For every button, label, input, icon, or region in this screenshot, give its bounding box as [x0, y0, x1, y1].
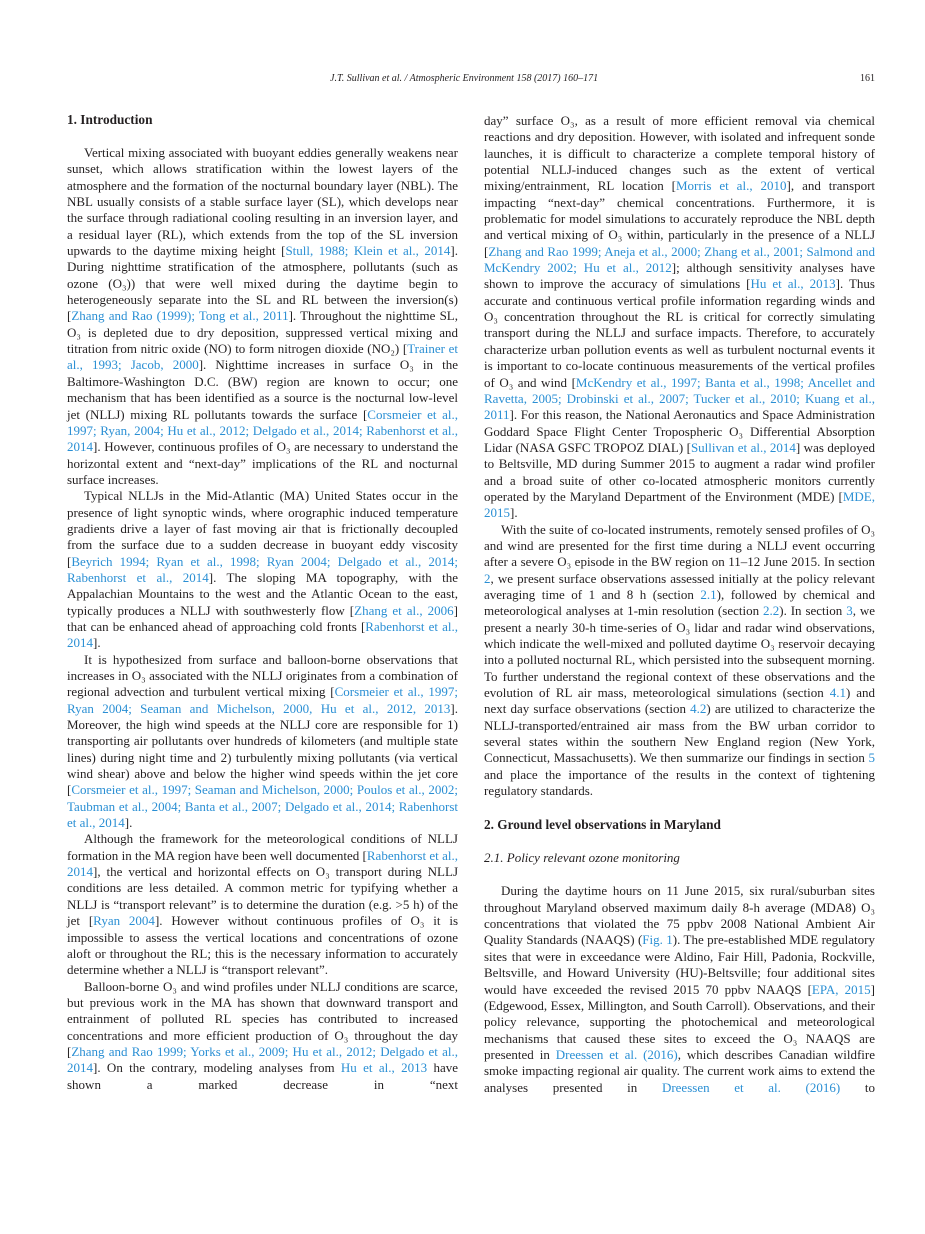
- citation-link[interactable]: Beyrich 1994; Ryan et al., 1998; Ryan 2004; Delgado et al., 2014; Rabenhorst et al., 2014: [67, 553, 458, 585]
- paragraph: Typical NLLJs in the Mid-Atlantic (MA) United States occur in the presence of light synoptic winds, where orographic induced temperature gradients drive a layer of fast moving air that is frictionally decoupled from the surface due to a sudden decrease in buoyant eddy viscosity [Beyrich 1994; Ryan et al., 1998; Ryan 2004; Delgado et al., 2014; Rabenhorst et al., 2014]. The sloping MA topography, with the Appalachian Mountains to the west and the Atlantic Ocean to the east, typically produces a NLLJ with southwesterly flow [Zhang et al., 2006] that can be enhanced ahead of approaching cold fronts [Rabenhorst et al., 2014].: [67, 488, 458, 651]
- citation-link[interactable]: Zhang and Rao (1999); Tong et al., 2011: [71, 308, 289, 324]
- citation-link[interactable]: Sullivan et al., 2014: [690, 439, 796, 455]
- citation-link[interactable]: McKendry et al., 1997; Banta et al., 1998; Ancellet and Ravetta, 2005; Drobinski et al., 2007; Tucker et al., 2010; Kuang et al., 2011: [484, 374, 875, 423]
- citation-link[interactable]: Rabenhorst et al., 2014: [67, 847, 458, 880]
- citation-link[interactable]: Dreessen et al. (2016): [555, 1046, 678, 1062]
- citation-link[interactable]: 4.2: [690, 701, 707, 717]
- subsection-heading: 2.1. Policy relevant ozone monitoring: [484, 850, 680, 866]
- citation-link[interactable]: Corsmeier et al., 1997; Ryan 2004; Seaman and Michelson, 2000, Hu et al., 2012, 2013: [67, 684, 458, 716]
- citation-link[interactable]: Rabenhorst et al., 2014: [67, 618, 458, 651]
- citation-link[interactable]: Ryan 2004: [93, 913, 155, 929]
- citation-link[interactable]: Zhang and Rao 1999; Aneja et al., 2000; Zhang et al., 2001; Salmond and McKendry 2002; Hu et al., 2012: [484, 243, 875, 276]
- citation-link[interactable]: Hu et al., 2013: [750, 276, 836, 292]
- citation-link[interactable]: 5: [868, 750, 875, 766]
- page-number: 161: [860, 73, 875, 84]
- paragraph: During the daytime hours on 11 June 2015, six rural/suburban sites throughout Maryland observed maximum daily 8-h average (MDA8) O₃ concentrations that violated the 75 ppbv 2008 National Ambient Air Quality Standards (NAAQS) (Fig. 1). The pre-established MDE regulatory sites that were in exceedance were Aldino, Fair Hill, Padonia, Rockville, Beltsville, and Howard University (HU)-Beltsville; four additional sites would have exceeded the revised 2015 70 ppbv NAAQS [EPA, 2015] (Edgewood, Essex, Millington, and South Carroll). Observations, and their policy relevance, supporting the photochemical and meteorological mechanisms that caused these sites to exceed the O₃ NAAQS are presented in Dreessen et al. (2016), which describes Canadian wildfire smoke impacting regional air quality. The current work aims to extend the analyses presented in Dreessen et al. (2016) to: [484, 883, 876, 1095]
- section-heading-ground-level: 2. Ground level observations in Maryland: [484, 817, 721, 833]
- citation-link[interactable]: Dreessen et al. (2016): [661, 1079, 841, 1095]
- citation-link[interactable]: Corsmeier et al., 1997; Ryan, 2004; Hu et al., 2012; Delgado et al., 2014; Rabenhorst et al., 2014: [67, 406, 458, 455]
- paragraph: With the suite of co-located instruments, remotely sensed profiles of O₃ and wind are presented for the first time during a NLLJ event occurring after a severe O₃ episode in the BW region on 11–12 June 2015. In section 2, we present surface observations assessed initially at the policy relevant averaging time of 1 and 8 h (section 2.1), followed by chemical and meteorological analyses at 1-min resolution (section 2.2). In section 3, we present a nearly 30-h time-series of O₃ lidar and radar wind observations, which indicate the well-mixed and polluted daytime O₃ reservoir decaying into a polluted nocturnal RL, which persisted into the subsequent morning. To further understand the regional context of these observations and the evolution of RL air mass, meteorological simulations (section 4.1) and next day surface observations (section 4.2) are utilized to characterize the NLLJ-transported/entrained air mass from the BW urban corridor to several states within the southern New England region (New York, Connecticut, Massachusetts). We then summarize our findings in section 5 and place the importance of the results in the context of tightening regulatory standards.: [484, 521, 876, 799]
- citation-link[interactable]: EPA, 2015: [811, 981, 871, 997]
- citation-link[interactable]: Zhang and Rao 1999; Yorks et al., 2009; Hu et al., 2012; Delgado et al., 2014: [67, 1043, 458, 1076]
- citation-link[interactable]: 2.2: [763, 603, 780, 619]
- citation-link[interactable]: Corsmeier et al., 1997; Seaman and Michelson, 2000; Poulos et al., 2002; Taubman et al., 2004; Banta et al., 2007; Delgado et al., 2014; Rabenhorst et al., 2014: [67, 782, 458, 831]
- paragraph: Vertical mixing associated with buoyant eddies generally weakens near sunset, which allows stratification within the lowest layers of the atmosphere and the formation of the nocturnal boundary layer (NBL). The NBL usually consists of a stable surface layer (SL), which develops near the surface through radiational cooling resulting in an inversion layer, and a residual layer (RL), which extends from the top of the SL inversion upwards to the daytime mixing height [Stull, 1988; Klein et al., 2014]. During nighttime stratification of the atmosphere, pollutants (such as ozone (O₃)) that were well mixed during the daytime begin to heterogeneously separate into the SL and RL between the inversion(s) [Zhang and Rao (1999); Tong et al., 2011]. Throughout the nighttime SL, O₃ is depleted due to dry deposition, suppressed vertical mixing and titration from nitric oxide (NO) to form nitrogen dioxide (NO₂) [Trainer et al., 1993; Jacob, 2000]. Nighttime increases in surface O₃ in the Baltimore-Washington D.C. (BW) region are known to occur; one mechanism that has been identified as a source is the nocturnal low-level jet (NLLJ) mixing RL pollutants towards the surface [Corsmeier et al., 1997; Ryan, 2004; Hu et al., 2012; Delgado et al., 2014; Rabenhorst et al., 2014]. However, continuous profiles of O₃ are necessary to understand the horizontal extent and “next-day” implications of the RL and nocturnal surface increases.: [67, 145, 459, 487]
- citation-link[interactable]: MDE, 2015: [484, 488, 875, 521]
- citation-link[interactable]: 4.1: [829, 685, 846, 701]
- paragraph: Balloon-borne O₃ and wind profiles under NLLJ conditions are scarce, but previous work in the MA has shown that downward transport and entrainment of polluted RL species has contributed to increased concentrations and more efficient production of O₃ throughout the day [Zhang and Rao 1999; Yorks et al., 2009; Hu et al., 2012; Delgado et al., 2014]. On the contrary, modeling analyses from Hu et al., 2013 have shown a marked decrease in “next: [67, 978, 459, 1092]
- citation-link[interactable]: Fig. 1: [642, 932, 673, 948]
- section-heading-introduction: 1. Introduction: [67, 112, 153, 127]
- paragraph: Although the framework for the meteorological conditions of NLLJ formation in the MA region have been well documented [Rabenhorst et al., 2014], the vertical and horizontal effects on O₃ transport during NLLJ conditions are less detailed. A common metric for typifying whether a NLLJ is “transport relevant” is to determine the duration (e.g. >5 h) of the jet [Ryan 2004]. However without continuous profiles of O₃ it is impossible to assess the vertical locations and concentrations of ozone aloft or throughout the RL; this is the necessary information to accurately determine whether a NLLJ is “transport relevant”.: [67, 831, 459, 978]
- citation-link[interactable]: 2: [484, 570, 491, 586]
- citation-link[interactable]: 2.1: [700, 586, 717, 602]
- citation-link[interactable]: Morris et al., 2010: [676, 178, 787, 194]
- citation-link[interactable]: Zhang et al., 2006: [354, 602, 454, 618]
- paragraph: day” surface O₃, as a result of more efficient removal via chemical reactions and dry deposition. However, with isolated and infrequent sonde launches, it is difficult to characterize a complete temporal history of potential NLLJ-induced changes such as the extent of vertical mixing/entrainment, RL location [Morris et al., 2010], and transport impacting “next-day” chemical concentrations. Furthermore, it is problematic for model simulations to accurately reproduce the NBL depth and vertical mixing of O₃ within, particularly in the presence of a NLLJ [Zhang and Rao 1999; Aneja et al., 2000; Zhang et al., 2001; Salmond and McKendry 2002; Hu et al., 2012]; although sensitivity analyses have shown to improve the accuracy of simulations [Hu et al., 2013]. Thus accurate and continuous vertical profile information regarding winds and O₃ concentration throughout the RL is critical for correctly simulating transport during the NLLJ and surface impacts. Therefore, to accurately characterize urban pollution events as well as turbulent nocturnal events it is important to co-locate continuous measurements of the vertical profiles of O₃ and wind [McKendry et al., 1997; Banta et al., 1998; Ancellet and Ravetta, 2005; Drobinski et al., 2007; Tucker et al., 2010; Kuang et al., 2011]. For this reason, the National Aeronautics and Space Administration Goddard Space Flight Center Tropospheric O₃ Differential Absorption Lidar (NASA GSFC TROPOZ DIAL) [Sullivan et al., 2014] was deployed to Beltsville, MD during Summer 2015 to augment a radar wind profiler and a broad suite of other co-located atmospheric monitors currently operated by the Maryland Department of the Environment (MDE) [MDE, 2015].: [484, 113, 876, 521]
- citation-link[interactable]: 3: [846, 603, 853, 619]
- citation-link[interactable]: Stull, 1988; Klein et al., 2014: [285, 243, 451, 259]
- section-2: [484, 817, 875, 1095]
- running-title: J.T. Sullivan et al. / Atmospheric Environment 158 (2017) 160–171: [330, 73, 599, 84]
- citation-link[interactable]: Hu et al., 2013: [340, 1060, 428, 1076]
- right-column: [484, 112, 875, 1096]
- citation-link[interactable]: Trainer et al., 1993; Jacob, 2000: [67, 341, 458, 373]
- paragraph: It is hypothesized from surface and balloon-borne observations that increases in O₃ associated with the NLLJ originates from a combination of regional advection and turbulent vertical mixing [Corsmeier et al., 1997; Ryan 2004; Seaman and Michelson, 2000, Hu et al., 2012, 2013]. Moreover, the high wind speeds at the NLLJ core are responsible for 1) transporting air pollutants over hundreds of kilometers (and multiple state lines) during night time and 2) turbulently mixing pollutants (via vertical wind shear) above and below the higher wind speeds within the jet core [Corsmeier et al., 1997; Seaman and Michelson, 2000; Poulos et al., 2002; Taubman et al., 2004; Banta et al., 2007; Delgado et al., 2014; Rabenhorst et al., 2014].: [67, 651, 458, 831]
- left-column: [67, 112, 458, 1093]
